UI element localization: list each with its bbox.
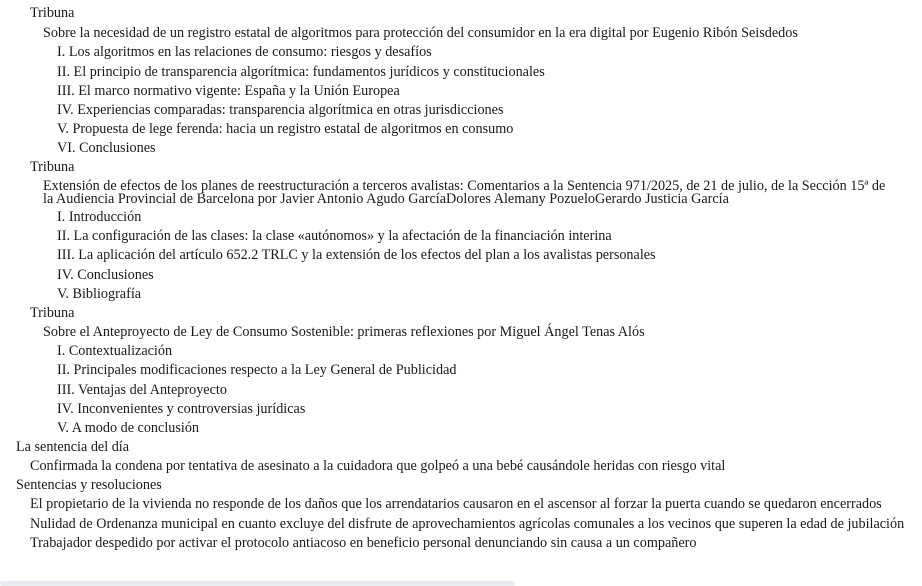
subsection-link[interactable]: I. Contextualización [57,343,173,359]
article-link[interactable]: El propietario de la vivienda no responde de los daños que los arrendatarios causaron en el ascensor al forzar la puerta cuando se quedaron encerrados [30,496,882,512]
section-heading-sentencia-del-dia: La sentencia del día [16,439,130,455]
scrollbar-thumb[interactable] [0,581,515,586]
subsection-link[interactable]: V. Propuesta de lege ferenda: hacia un registro estatal de algoritmos en consumo [57,121,514,137]
section-heading-sentencias: Sentencias y resoluciones [16,477,162,493]
article-link[interactable]: Sobre la necesidad de un registro estatal de algoritmos para protección del consumidor en la era digital por Eugenio Ribón Seisdedos [43,25,798,41]
subsection-link[interactable]: II. El principio de transparencia algorítmica: fundamentos jurídicos y constitucionales [57,64,545,80]
article-link[interactable]: Sobre el Anteproyecto de Ley de Consumo Sostenible: primeras reflexiones por Miguel Ángel Tenas Alós [43,324,645,340]
subsection-link[interactable]: II. Principales modificaciones respecto a la Ley General de Publicidad [57,362,457,378]
subsection-link[interactable]: IV. Inconvenientes y controversias jurídicas [57,401,306,417]
subsection-link[interactable]: V. Bibliografía [57,286,142,302]
section-heading-tribuna: Tribuna [30,305,75,321]
article-link[interactable]: Extensión de efectos de los planes de reestructuración a terceros avalistas: Comentarios a la Sentencia 971/2025, de 21 de julio, de la Sección 15ª de la Audiencia Provincial de Barcelona por Javier Antonio Agudo GarcíaDolores Alemany PozueloGerardo Justicia García [43,178,886,207]
subsection-link[interactable]: III. El marco normativo vigente: España y la Unión Europea [57,83,400,99]
subsection-link[interactable]: IV. Conclusiones [57,267,154,283]
subsection-link[interactable]: VI. Conclusiones [57,140,156,156]
article-link[interactable]: Trabajador despedido por activar el protocolo antiacoso en beneficio personal denunciando sin causa a un compañero [30,535,697,551]
subsection-link[interactable]: I. Introducción [57,209,142,225]
section-heading-tribuna: Tribuna [30,5,75,21]
section-heading-tribuna: Tribuna [30,159,75,175]
horizontal-scrollbar[interactable] [0,580,922,586]
article-link[interactable]: Nulidad de Ordenanza municipal en cuanto excluye del disfrute de aprovechamientos agrícolas comunales a los vecinos que superen la edad de jubilación [30,516,905,532]
subsection-link[interactable]: V. A modo de conclusión [57,420,200,436]
subsection-link[interactable]: II. La configuración de las clases: la clase «autónomos» y la afectación de la financiación interina [57,228,612,244]
subsection-link[interactable]: IV. Experiencias comparadas: transparencia algorítmica en otras jurisdicciones [57,102,504,118]
article-link[interactable]: Confirmada la condena por tentativa de asesinato a la cuidadora que golpeó a una bebé causándole heridas con riesgo vital [30,458,726,474]
subsection-link[interactable]: I. Los algoritmos en las relaciones de consumo: riesgos y desafíos [57,44,432,60]
subsection-link[interactable]: III. La aplicación del artículo 652.2 TRLC y la extensión de los efectos del plan a los avalistas personales [57,247,656,263]
subsection-link[interactable]: III. Ventajas del Anteproyecto [57,382,227,398]
